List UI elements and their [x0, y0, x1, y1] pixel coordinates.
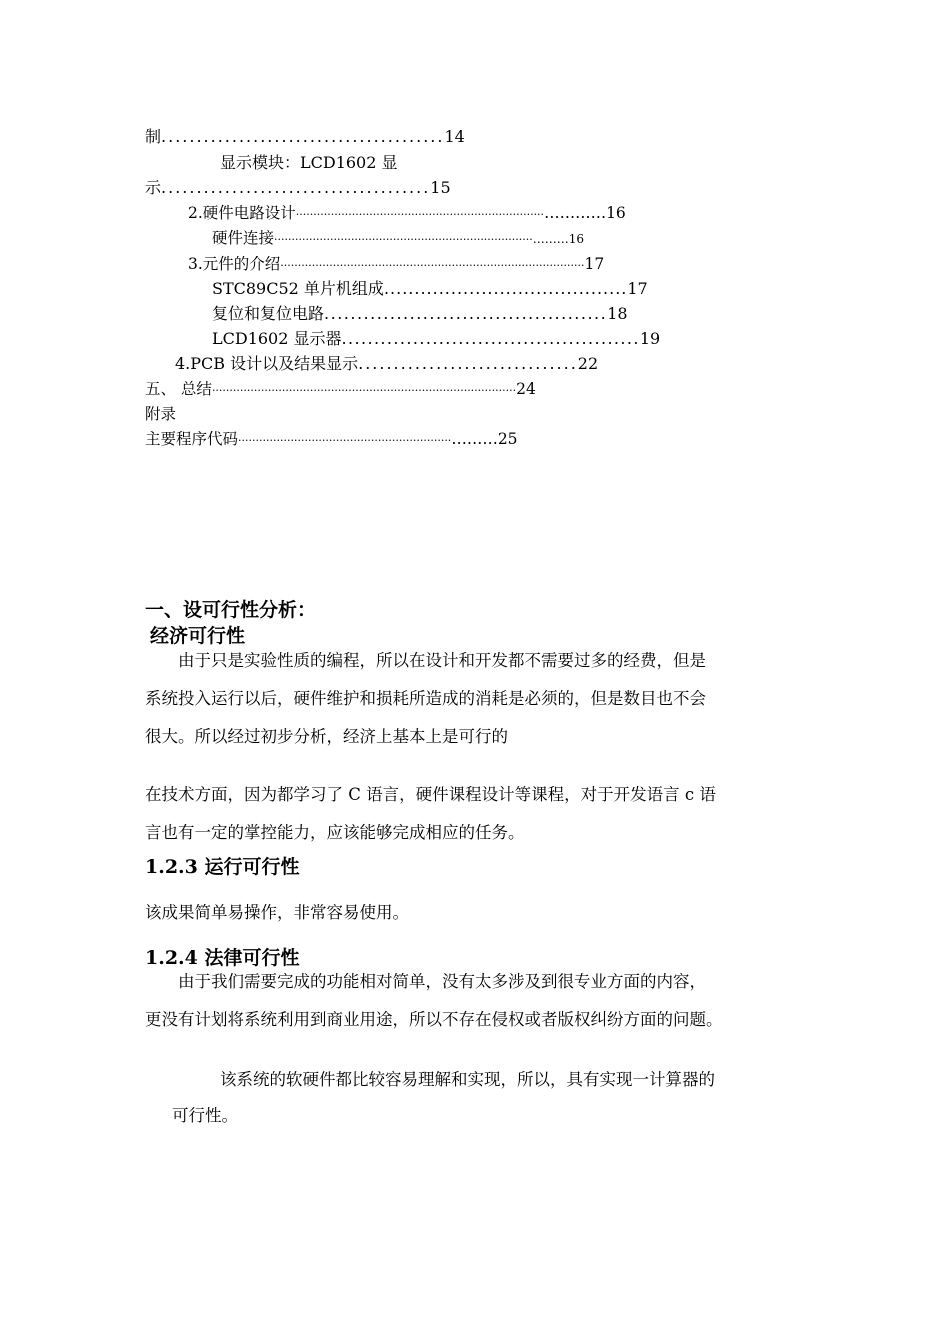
paragraph-line: 可行性。	[172, 1106, 238, 1125]
toc-entry[interactable]	[145, 127, 465, 147]
toc-leader: ·······················································································	[280, 259, 585, 272]
toc-page: 22	[577, 354, 599, 373]
toc-page: 14	[444, 127, 465, 146]
toc-entry[interactable]	[145, 379, 536, 401]
toc-entry[interactable]	[212, 329, 660, 349]
toc-entry[interactable]	[212, 279, 648, 299]
toc-leader: ...............................	[358, 354, 578, 373]
toc-leader: ·····························································	[238, 434, 452, 447]
toc-page: 15	[430, 178, 451, 197]
toc-leader: ........................................	[161, 127, 445, 146]
subsection-title-economic: 经济可行性	[150, 625, 246, 647]
toc-entry[interactable]	[145, 404, 176, 424]
toc-page: 19	[639, 329, 661, 348]
toc-entry[interactable]	[188, 203, 626, 225]
paragraph-line: 言也有一定的掌控能力，应该能够完成相应的任务。	[145, 823, 525, 842]
paragraph-line: 该系统的软硬件都比较容易理解和实现，所以，具有实现一计算器的	[220, 1070, 715, 1089]
paragraph-line: 很大。所以经过初步分析，经济上基本上是可行的	[145, 727, 508, 746]
toc-entry-title: 五、 总结	[145, 380, 212, 398]
toc-entry[interactable]	[188, 254, 604, 276]
toc-entry-title: 示	[145, 178, 162, 197]
toc-leader: ......................................	[161, 178, 431, 197]
toc-entry-title: 3.元件的介绍	[188, 255, 281, 273]
toc-entry-title: 附录	[145, 405, 177, 423]
toc-entry[interactable]	[212, 304, 628, 324]
toc-leader: ........................................	[383, 279, 628, 298]
toc-leader: ...........................................	[324, 304, 608, 323]
toc-entry-title: 4.PCB 设计以及结果显示	[175, 354, 359, 373]
toc-entry-title: 主要程序代码	[145, 430, 239, 448]
toc-entry-title: STC89C52 单片机组成	[212, 279, 384, 298]
toc-leader: ..............................................	[341, 329, 640, 348]
paragraph-line: 更没有计划将系统利用到商业用途，所以不存在侵权或者版权纠纷方面的问题。	[145, 1010, 723, 1029]
paragraph-line: 由于只是实验性质的编程，所以在设计和开发都不需要过多的经费，但是	[178, 651, 706, 670]
subsection-title-legal: 1.2.4 法律可行性	[145, 947, 300, 969]
toc-page: 18	[607, 304, 628, 323]
toc-leader: ·······················································································	[211, 384, 517, 397]
toc-page: 17	[584, 255, 605, 273]
paragraph-line: 系统投入运行以后，硬件维护和损耗所造成的消耗是必须的，但是数目也不会	[145, 689, 706, 708]
subsection-title-operation: 1.2.3 运行可行性	[145, 856, 300, 878]
toc-page: 24	[516, 380, 536, 398]
paragraph-line: 在技术方面，因为都学习了 C 语言，硬件课程设计等课程，对于开发语言 c 语	[145, 785, 716, 804]
toc-entry[interactable]	[175, 354, 598, 374]
toc-leader: ··········································································	[274, 233, 533, 246]
toc-entry-title: 2.硬件电路设计	[188, 204, 296, 222]
toc-entry-title: 制	[145, 127, 162, 146]
paragraph-line: 该成果简单易操作，非常容易使用。	[145, 903, 409, 922]
toc-entry-title: 显示模块：LCD1602 显	[220, 153, 398, 172]
section-title: 一、设可行性分析：	[145, 599, 317, 621]
toc-entry-title: 复位和复位电路	[212, 304, 325, 323]
paragraph-line: 由于我们需要完成的功能相对简单，没有太多涉及到很专业方面的内容，	[178, 972, 706, 991]
toc-entry[interactable]	[145, 178, 451, 198]
toc-page: ………16	[532, 232, 585, 246]
toc-entry-title: 硬件连接	[212, 229, 275, 247]
toc-page: 17	[627, 279, 648, 298]
toc-leader: ·······································································	[295, 208, 545, 221]
toc-entry-title: LCD1602 显示器	[212, 329, 342, 348]
toc-entry[interactable]	[212, 228, 584, 250]
toc-entry[interactable]	[220, 153, 398, 173]
toc-page: …………16	[544, 204, 626, 222]
toc-entry[interactable]	[145, 429, 518, 451]
toc-page: ………25	[451, 430, 518, 448]
